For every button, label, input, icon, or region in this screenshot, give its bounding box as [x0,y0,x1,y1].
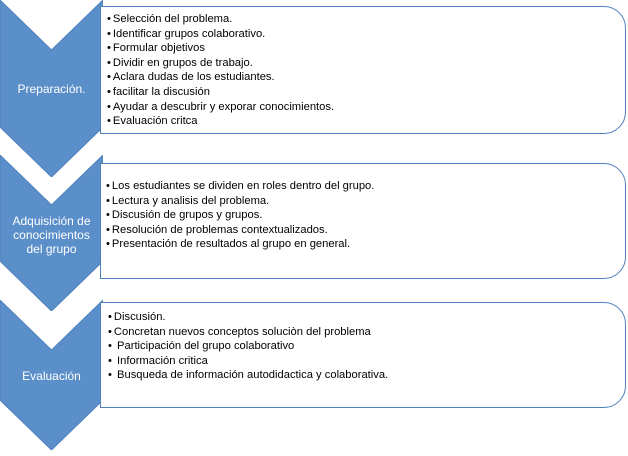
stage-1-item: • facilitar la discusión [107,85,625,100]
stage-3-item: • Concretan nuevos conceptos soluciòn del problema [108,325,625,340]
stage-3-item: • Busqueda de información autodidactica y colaborativa. [108,368,625,383]
stage-1-item: • Evaluación critca [107,114,625,129]
stage-1-box [100,6,626,134]
stage-1-item: • Selección del problema. [107,12,625,27]
stage-3-item: • Participación del grupo colaborativo [108,339,625,354]
stage-2-item: • Los estudiantes se dividen en roles dentro del grupo. [106,179,625,194]
stage-3-item: • Información critica [108,354,625,369]
stage-1-list [101,7,625,129]
stage-2-item: • Presentación de resultados al grupo en general. [106,237,625,252]
stage-1-label: Preparación. [17,81,86,96]
stage-1-item: • Formular objetivos [107,41,625,56]
stage-1-item: • Dividir en grupos de trabajo. [107,56,625,71]
stage-2-item: • Resolución de problemas contextualizados. [106,223,625,238]
stage-1-item: • Ayudar a descubrir y exporar conocimientos. [107,100,625,115]
stage-3-item: • Discusión. [108,310,625,325]
stage-3-label: Evaluación [22,369,81,383]
stage-2-list [101,164,625,252]
stage-1-item: • Aclara dudas de los estudiantes. [107,70,625,85]
stage-2-item: • Lectura y analisis del problema. [106,194,625,209]
stage-2-label: Adquisición de conocimientos del grupo [12,214,91,256]
stage-3-list [101,303,625,383]
stage-3-box [100,302,626,408]
stage-2-box [100,163,626,279]
stage-1-item: • Identificar grupos colaborativo. [107,27,625,42]
stage-2-item: • Discusión de grupos y grupos. [106,208,625,223]
